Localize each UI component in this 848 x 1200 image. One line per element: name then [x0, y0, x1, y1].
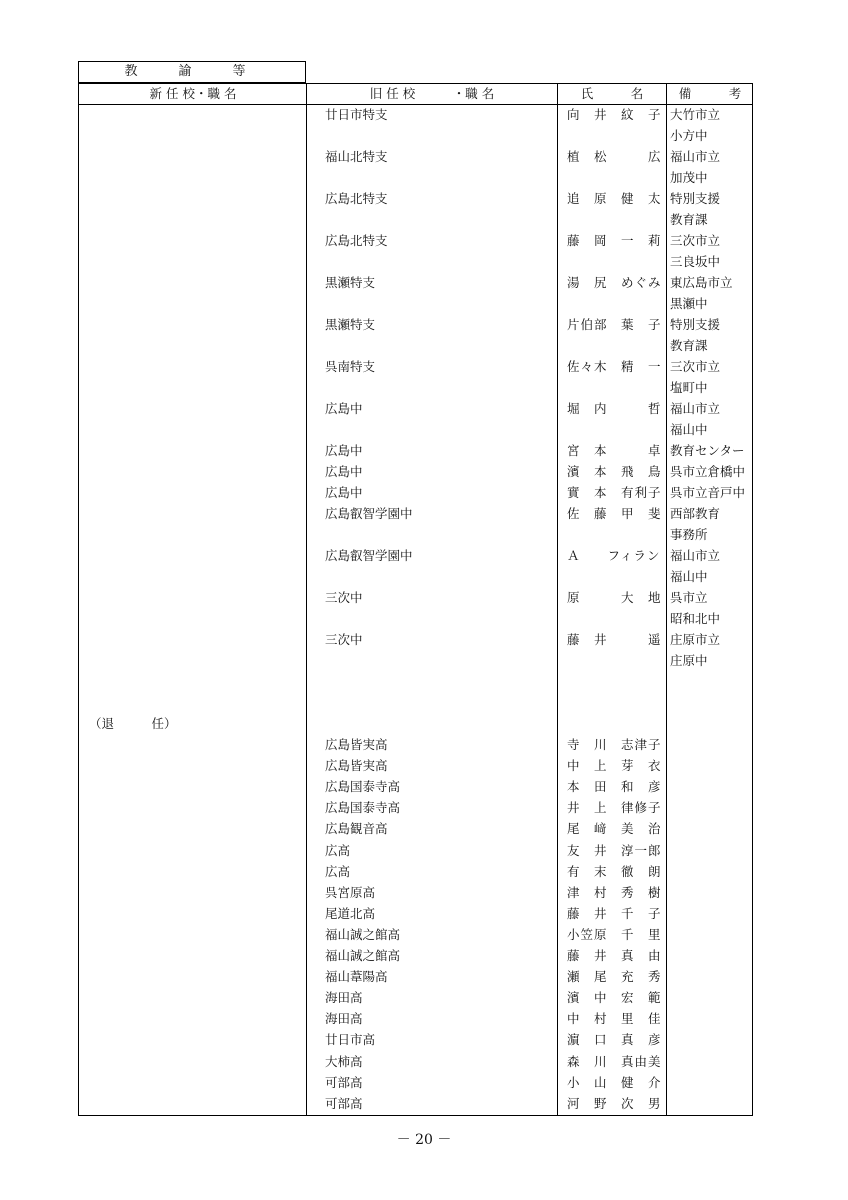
remarks — [667, 188, 756, 230]
old-post: 広島叡智学園中 — [325, 548, 413, 563]
remarks — [667, 587, 756, 629]
table-row — [79, 587, 752, 629]
remarks-line: 福山市立 — [670, 149, 721, 164]
remarks-line: 特別支援 — [670, 317, 721, 332]
remarks — [667, 461, 756, 482]
person-name: 實 本 有利子 — [567, 485, 662, 500]
remarks — [667, 146, 756, 188]
old-post: 福山誠之館高 — [325, 948, 401, 963]
remarks — [667, 482, 756, 503]
table-row — [79, 1072, 752, 1093]
remarks — [667, 503, 756, 545]
person-name: 中 上 芽 衣 — [567, 758, 662, 774]
remarks-line: 福山中 — [670, 422, 708, 437]
person-name: 堀 内 哲 — [567, 401, 662, 416]
old-post: 広島中 — [325, 401, 363, 416]
person-name: 藤 岡 一 莉 — [567, 233, 662, 248]
table-row — [79, 755, 752, 776]
table-row — [79, 629, 752, 671]
person-name: 本 田 和 彦 — [567, 779, 662, 795]
old-post: 広島皆実高 — [325, 737, 388, 752]
remarks-line: 呉市立音戸中 — [670, 485, 746, 500]
remarks — [667, 230, 756, 272]
remarks-line: 東広島市立 — [670, 275, 733, 290]
page-number: － 20 － — [396, 1132, 452, 1148]
category-label: 教 諭 等 — [78, 61, 306, 83]
person-name: 小笠原 千 里 — [567, 926, 662, 942]
table-row — [79, 1051, 752, 1072]
retirement-section-label: （退 任） — [89, 716, 177, 731]
old-post: 廿日市高 — [325, 1032, 376, 1048]
old-post: 広島中 — [325, 464, 363, 479]
table-row — [79, 503, 752, 545]
table-row — [79, 188, 752, 230]
old-post: 可部高 — [325, 1074, 363, 1090]
old-post: 福山誠之館高 — [325, 926, 401, 942]
table-row — [79, 230, 752, 272]
remarks — [667, 440, 756, 461]
person-name: 中 村 里 佳 — [567, 1011, 662, 1027]
table-row — [79, 482, 752, 503]
old-post: 広島中 — [325, 443, 363, 458]
person-name: 佐々木 精 一 — [567, 359, 662, 374]
old-post: 黒瀬特支 — [325, 317, 376, 332]
table-row — [79, 272, 752, 314]
person-name: 湯 尻 めぐみ — [567, 275, 662, 290]
person-name: 向 井 紋 子 — [567, 107, 662, 122]
remarks-line: 特別支援 — [670, 191, 721, 206]
remarks-line: 加茂中 — [670, 170, 708, 185]
table-row — [79, 797, 752, 818]
person-name: 河 野 次 男 — [567, 1095, 662, 1111]
remarks-line: 福山市立 — [670, 401, 721, 416]
person-name: 友 井 淳一郎 — [567, 842, 662, 858]
person-name: 藤 井 千 子 — [567, 905, 662, 921]
header-new-post: 新 任 校・職 名 — [149, 86, 237, 101]
table-row — [79, 146, 752, 188]
person-name: 濵 口 真 彦 — [567, 1032, 662, 1048]
old-post: 呉宮原高 — [325, 884, 376, 900]
person-name: 宮 本 卓 — [567, 443, 662, 458]
table-row — [79, 861, 752, 882]
remarks-line: 三次市立 — [670, 359, 721, 374]
old-post: 福山北特支 — [325, 149, 388, 164]
old-post: 大柿高 — [325, 1053, 363, 1069]
table-row — [79, 1093, 752, 1114]
remarks-line: 呉市立 — [670, 590, 708, 605]
person-name: Ａ フィラン — [567, 548, 661, 563]
old-post: 海田高 — [325, 990, 363, 1006]
table-row — [79, 818, 752, 839]
header-old-post: 旧 任 校 ・職 名 — [369, 86, 495, 101]
remarks — [667, 398, 756, 440]
old-post: 広島中 — [325, 485, 363, 500]
personnel-table — [78, 83, 753, 1116]
remarks-line: 西部教育 — [670, 506, 721, 521]
remarks — [667, 356, 756, 398]
person-name: 原 大 地 — [567, 590, 662, 605]
old-post: 広高 — [325, 842, 351, 858]
remarks — [667, 314, 756, 356]
person-name: 追 原 健 太 — [567, 191, 662, 206]
old-post: 可部高 — [325, 1095, 363, 1111]
old-post: 広島国泰寺高 — [325, 779, 401, 795]
old-post: 広島観音高 — [325, 821, 388, 837]
table-row — [79, 776, 752, 797]
old-post: 福山葦陽高 — [325, 969, 388, 985]
old-post: 呉南特支 — [325, 359, 376, 374]
remarks-line: 教育課 — [670, 338, 708, 353]
table-row — [79, 1008, 752, 1029]
remarks-line: 小方中 — [670, 128, 708, 143]
old-post: 三次中 — [325, 590, 363, 605]
table-row — [79, 356, 752, 398]
remarks — [667, 545, 756, 587]
person-name: 瀬 尾 充 秀 — [567, 969, 662, 985]
old-post: 広高 — [325, 863, 351, 879]
person-name: 藤 井 遥 — [567, 632, 662, 647]
table-row — [79, 924, 752, 945]
remarks-line: 三良坂中 — [670, 254, 721, 269]
table-row — [79, 882, 752, 903]
table-row — [79, 1029, 752, 1050]
old-post: 尾道北高 — [325, 905, 376, 921]
old-post: 黒瀬特支 — [325, 275, 376, 290]
header-remarks: 備 考 — [678, 86, 742, 101]
remarks-line: 庄原市立 — [670, 632, 721, 647]
remarks-line: 福山中 — [670, 569, 708, 584]
table-row — [79, 966, 752, 987]
person-name: 森 川 真由美 — [567, 1053, 662, 1069]
remarks-line: 庄原中 — [670, 653, 708, 668]
table-row — [79, 545, 752, 587]
person-name: 藤 井 真 由 — [567, 948, 662, 963]
old-post: 広島皆実高 — [325, 758, 388, 774]
old-post: 廿日市特支 — [325, 107, 388, 122]
header-name: 氏 名 — [580, 86, 644, 101]
old-post: 広島北特支 — [325, 191, 388, 206]
remarks-line: 教育センター — [670, 443, 745, 458]
remarks-line: 事務所 — [670, 527, 708, 542]
old-post: 海田高 — [325, 1011, 363, 1027]
table-row — [79, 903, 752, 924]
table-row — [79, 945, 752, 966]
table-header — [79, 84, 752, 105]
person-name: 尾 﨑 美 治 — [567, 821, 662, 837]
remarks-line: 黒瀬中 — [670, 296, 708, 311]
old-post: 広島叡智学園中 — [325, 506, 413, 521]
table-row — [79, 440, 752, 461]
table-row — [79, 104, 752, 146]
remarks-line: 呉市立倉橋中 — [670, 464, 746, 479]
table-row — [79, 461, 752, 482]
remarks-line: 教育課 — [670, 212, 708, 227]
remarks-line: 大竹市立 — [670, 107, 721, 122]
person-name: 濱 中 宏 範 — [567, 990, 662, 1006]
table-row — [79, 734, 752, 755]
table-row — [79, 314, 752, 356]
remarks-line: 昭和北中 — [670, 611, 721, 626]
person-name: 寺 川 志津子 — [567, 737, 662, 752]
person-name: 有 末 徹 朗 — [567, 863, 662, 879]
table-row — [79, 398, 752, 440]
remarks — [667, 629, 756, 671]
person-name: 濱 本 飛 鳥 — [567, 464, 662, 479]
table-row — [79, 987, 752, 1008]
remarks-line: 三次市立 — [670, 233, 721, 248]
person-name: 植 松 広 — [567, 149, 662, 164]
remarks — [667, 272, 756, 314]
old-post: 三次中 — [325, 632, 363, 647]
old-post: 広島北特支 — [325, 233, 388, 248]
person-name: 井 上 律修子 — [567, 800, 662, 816]
remarks-line: 福山市立 — [670, 548, 721, 563]
old-post: 広島国泰寺高 — [325, 800, 401, 816]
person-name: 片伯部 葉 子 — [567, 317, 662, 332]
person-name: 津 村 秀 樹 — [567, 884, 662, 900]
person-name: 佐 藤 甲 斐 — [567, 506, 662, 521]
remarks-line: 塩町中 — [670, 380, 708, 395]
table-row — [79, 840, 752, 861]
person-name: 小 山 健 介 — [567, 1074, 662, 1090]
remarks — [667, 104, 756, 146]
